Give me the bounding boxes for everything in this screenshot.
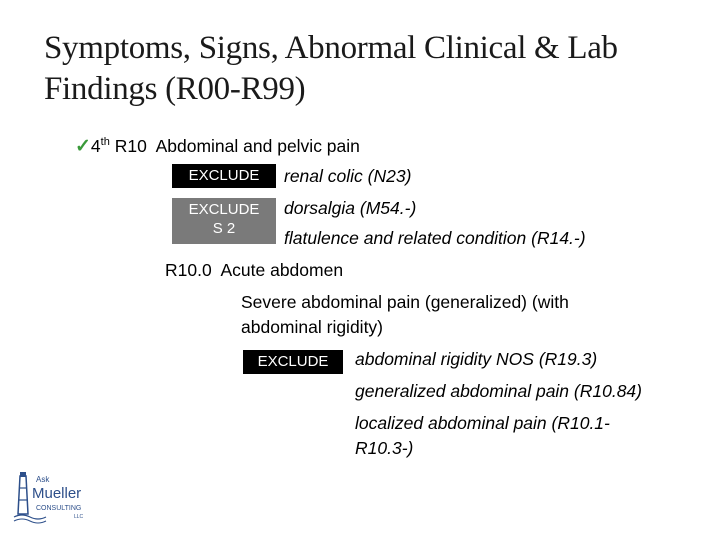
company-logo [12, 470, 92, 532]
exclude2-label-line1: EXCLUDE [188, 201, 260, 218]
logo-text-ask: Ask [36, 475, 50, 484]
subcode-line [165, 260, 343, 281]
exclude1-item-renal-colic: renal colic (N23) [284, 166, 412, 186]
bullet-prefix: 4 [90, 136, 101, 156]
exclude3-item-localized-pain: localized abdominal pain (R10.1- [355, 413, 610, 433]
logo-text-mueller: Mueller [32, 485, 82, 502]
logo-text-consulting: CONSULTING [36, 505, 82, 512]
bullet-line [75, 136, 360, 157]
exclude2-label-line2: S 2 [212, 220, 236, 237]
bullet-description: Abdominal and pelvic pain [155, 136, 360, 156]
inclusion-line-2: abdominal rigidity) [241, 317, 384, 337]
bullet-code: R10 [114, 136, 147, 156]
inclusion-line-1: Severe abdominal pain (generalized) (with [241, 292, 569, 312]
slide-title: Symptoms, Signs, Abnormal Clinical & Lab Findings (R00-R99) [44, 30, 618, 107]
exclude-label-2 [172, 198, 276, 244]
subcode-code: R10.0 [165, 260, 212, 280]
exclude2-item-flatulence: flatulence and related condition (R14.-) [284, 228, 586, 248]
exclude-label-1: EXCLUDE [172, 164, 276, 188]
exclude-label-3: EXCLUDE [243, 350, 343, 374]
exclude2-item-dorsalgia: dorsalgia (M54.-) [284, 198, 417, 218]
logo-text-llc: LLC [74, 514, 84, 520]
check-icon: ✓ [75, 136, 91, 157]
exclude3-item-generalized-pain: generalized abdominal pain (R10.84) [355, 381, 642, 401]
exclude3-item-abdominal-rigidity: abdominal rigidity NOS (R19.3) [355, 349, 598, 369]
exclude3-item-localized-pain-cont: R10.3-) [355, 438, 414, 458]
subcode-description: Acute abdomen [220, 260, 344, 280]
bullet-superscript: th [100, 136, 110, 149]
